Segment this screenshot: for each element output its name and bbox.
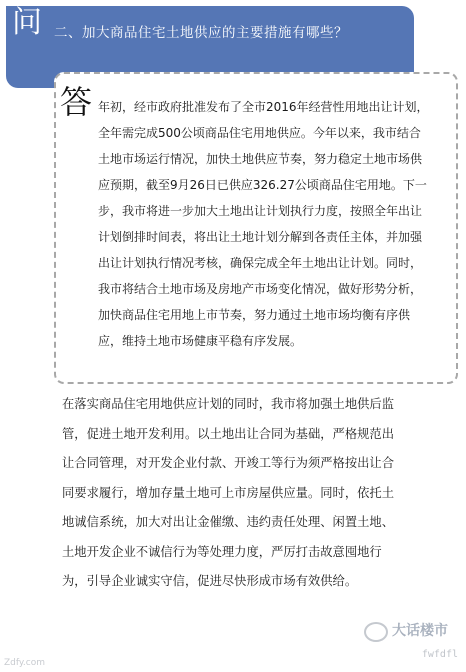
paragraph-line: 地诚信系统，加大对出让金催缴、违约责任处理、闲置土地、 — [62, 515, 395, 529]
paragraph-line: 年初，经市政府批准发布了全市2016年经营性用地出让计划， — [98, 100, 429, 114]
wechat-icon — [364, 622, 388, 642]
answer-paragraph-1 — [98, 94, 446, 354]
paragraph-line: 我市将结合土地市场及房地产市场变化情况，做好形势分析， — [98, 282, 423, 296]
watermark-corner: Zdfy.com — [4, 658, 46, 668]
paragraph-line: 应，维持土地市场健康平稳有序发展。 — [98, 334, 303, 348]
paragraph-line: 加快商品住宅用地上市节奏，努力通过土地市场均衡有序供 — [98, 308, 411, 322]
paragraph-line: 步，我市将进一步加大土地出让计划执行力度，按照全年出让 — [98, 204, 423, 218]
paragraph-line: 出让计划执行情况考核，确保完成全年土地出让计划。同时， — [98, 256, 423, 270]
paragraph-line: 管，促进土地开发利用。以土地出让合同为基础，严格规范出 — [62, 426, 395, 441]
question-text: 二、加大商品住宅土地供应的主要措施有哪些？ — [54, 25, 348, 41]
paragraph-line: 应预期，截至9月26日已供应326.27公顷商品住宅用地。下一 — [98, 178, 427, 192]
watermark-brand: 大话楼市 — [392, 623, 448, 639]
answer-paragraph-2 — [62, 390, 458, 597]
paragraph-line: 在落实商品住宅用地供应计划的同时，我市将加强土地供后监 — [62, 397, 395, 411]
question-glyph: 问 — [12, 5, 42, 40]
paragraph-line: 土地开发企业不诚信行为等处理力度，严厉打击故意囤地行 — [62, 544, 382, 559]
watermark-sub: fwfdfl — [421, 649, 458, 660]
paragraph-line: 全年需完成500公顷商品住宅用地供应。今年以来，我市结合 — [98, 126, 421, 140]
paragraph-line: 计划倒排时间表，将出让土地计划分解到各责任主体，并加强 — [98, 230, 423, 244]
paragraph-line: 土地市场运行情况，加快土地供应节奏，努力稳定土地市场供 — [98, 152, 423, 166]
paragraph-line: 同要求履行，增加存量土地可上市房屋供应量。同时，依托土 — [62, 485, 395, 500]
paragraph-line: 让合同管理，对开发企业付款、开竣工等行为须严格按出让合 — [62, 456, 395, 470]
paragraph-line: 为，引导企业诚实守信，促进尽快形成市场有效供给。 — [62, 574, 358, 588]
answer-glyph: 答 — [60, 83, 93, 121]
